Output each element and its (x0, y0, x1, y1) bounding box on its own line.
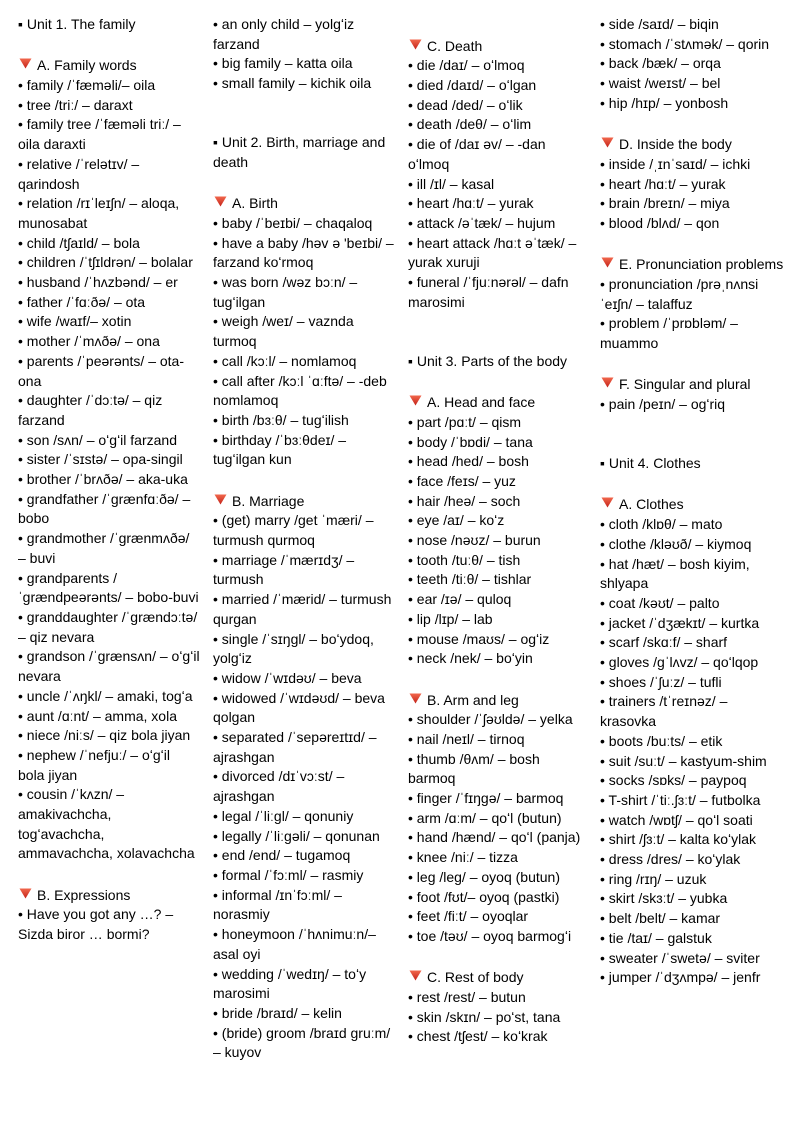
vocab-item: • (get) marry /get ˈmæri/ – turmush qurmoq (213, 512, 374, 549)
unit-heading: ▪ Unit 4. Clothes (600, 455, 701, 472)
vocab-item: • marriage /ˈmærɪdʒ/ – turmush (213, 551, 355, 588)
vocab-item: • heart attack /hɑːt əˈtæk/ – yurak xuruji (408, 234, 577, 271)
vocab-item: • call /kɔːl/ – nomlamoq (213, 352, 357, 369)
vocab-item: • nephew /ˈnefjuː/ – oʻgʻil bola jiyan (18, 746, 170, 783)
vocab-item: • relative /ˈrelətɪv/ – qarindosh (18, 155, 140, 192)
section-heading (600, 375, 786, 395)
section-title: D. Inside the body (619, 136, 732, 153)
vocab-item: • socks /sɒks/ – paypoq (600, 772, 747, 789)
vocab-item: • wife /waɪf/– xotin (18, 313, 132, 330)
vocab-item: • granddaughter /ˈgrændɔːtə/ – qiz nevara (18, 608, 198, 645)
vocab-item: • was born /wəz bɔːn/ – tugʻilgan (213, 274, 358, 310)
vocab-item: • feet /fiːt/ – oyoqlar (408, 908, 529, 925)
section-heading (213, 492, 395, 512)
vocab-item: • birth /bɜːθ/ – tugʻilish (213, 411, 349, 428)
vocab-item: • heart /hɑːt/ – yurak (600, 175, 726, 192)
vocab-item: • small family – kichik oila (213, 75, 372, 92)
vocab-item: • ring /rɪŋ/ – uzuk (600, 870, 707, 887)
vocab-item: • legal /ˈliːgl/ – qonuniy (213, 807, 354, 824)
section-title: A. Clothes (619, 496, 684, 513)
vocab-item: • (bride) groom /braɪd gruːm/ – kuyov (213, 1024, 391, 1061)
vocab-item: • boots /buːts/ – etik (600, 732, 723, 749)
vocab-item: • foot /fʊt/– oyoq (pastki) (408, 888, 560, 905)
vocab-item: • nail /neɪl/ – tirnoq (408, 730, 525, 747)
vocab-item: • head /hed/ – bosh (408, 453, 529, 470)
vocab-item: • family /ˈfæməli/– oila (18, 77, 156, 93)
vocab-item: • tooth /tuːθ/ – tish (408, 551, 521, 568)
vocab-item: • dead /ded/ – oʻlik (408, 96, 523, 113)
vocab-item: • ear /ɪə/ – quloq (408, 591, 512, 608)
vocab-item: • body /ˈbɒdi/ – tana (408, 433, 533, 450)
red-triangle-icon (409, 395, 422, 406)
section-title: A. Birth (232, 195, 278, 212)
vocab-item: • arm /ɑːm/ – qoʻl (butun) (408, 809, 562, 826)
vocab-item: • widowed /ˈwɪdəʊd/ – beva qolgan (213, 689, 385, 726)
vocab-item: • death /deθ/ – oʻlim (408, 116, 532, 133)
vocab-item: • jumper /ˈdʒʌmpə/ – jenfr (600, 969, 761, 986)
vocab-item: • shoulder /ˈʃəʊldə/ – yelka (408, 711, 573, 728)
vocab-item: • pronunciation /prəˌnʌnsiˈeɪʃn/ – talaffuz (600, 275, 759, 312)
vocab-item: • clothe /kləʊð/ – kiymoq (600, 535, 752, 552)
vocab-item: • single /ˈsɪŋgl/ – boʻydoq, yolgʻiz (213, 630, 374, 667)
column-2 (213, 15, 395, 1063)
vocab-item: • skin /skɪn/ – poʻst, tana (408, 1008, 561, 1025)
vocab-item: • gloves /gˈlʌvz/ – qoʻlqop (600, 654, 759, 671)
section-heading (408, 37, 590, 57)
vocab-item: • knee /niː/ – tizza (408, 849, 518, 866)
section-heading (600, 135, 786, 155)
vocab-item: • hat /hæt/ – bosh kiyim, shlyapa (600, 555, 750, 592)
vocab-item: • husband /ˈhʌzbənd/ – er (18, 274, 178, 291)
vocab-item: • cousin /ˈkʌzn/ – amakivachcha, togʻavachcha, ammavachcha, xolavachcha (18, 786, 195, 862)
vocab-item: • die /daɪ/ – oʻlmoq (408, 57, 525, 74)
vocab-item: • sister /ˈsɪstə/ – opa-singil (18, 451, 183, 468)
vocab-item: • jacket /ˈdʒækɪt/ – kurtka (600, 614, 760, 631)
red-triangle-icon (214, 494, 227, 505)
vocab-item: • brain /breɪn/ – miya (600, 195, 730, 212)
vocab-item: • hand /hænd/ – qoʻl (panja) (408, 829, 581, 846)
vocab-item: • nose /nəʊz/ – burun (408, 532, 541, 549)
section-title: C. Death (427, 37, 483, 54)
vocab-item: • cloth /klɒθ/ – mato (600, 516, 723, 533)
vocab-item: • eye /aɪ/ – koʻz (408, 512, 505, 529)
vocab-item: • side /saɪd/ – biqin (600, 16, 719, 32)
vocab-item: • baby /ˈbeɪbi/ – chaqaloq (213, 214, 373, 231)
column-1 (18, 15, 200, 945)
vocab-item: • toe /təʊ/ – oyoq barmogʻi (408, 928, 572, 944)
vocab-item: • leg /leg/ – oyoq (butun) (408, 868, 560, 885)
red-triangle-icon (601, 257, 614, 268)
vocab-item: • back /bæk/ – orqa (600, 55, 721, 72)
section-heading (213, 194, 395, 214)
vocab-item: • grandson /ˈgrænsʌn/ – oʻgʻil nevara (18, 648, 200, 685)
red-triangle-icon (409, 39, 422, 50)
vocab-item: • heart /hɑːt/ – yurak (408, 195, 534, 212)
vocab-item: • teeth /tiːθ/ – tishlar (408, 571, 532, 588)
vocab-item: • attack /əˈtæk/ – hujum (408, 214, 556, 231)
vocab-item: • thumb /θʌm/ – bosh barmoq (408, 750, 540, 787)
vocab-item: • mouse /maʊs/ – ogʻiz (408, 630, 550, 647)
column-3 (408, 15, 590, 1047)
vocab-item: • rest /rest/ – butun (408, 989, 526, 1005)
unit-heading: ▪ Unit 3. Parts of the body (408, 352, 568, 369)
vocab-item: • child /tʃaɪld/ – bola (18, 234, 140, 251)
section-heading (408, 691, 590, 711)
vocab-item: • skirt /skɜːt/ – yubka (600, 890, 728, 907)
vocab-item: • widow /ˈwɪdəʊ/ – beva (213, 669, 362, 686)
vocab-item: • died /daɪd/ – oʻlgan (408, 77, 537, 93)
vocab-item: • ill /ɪl/ – kasal (408, 175, 495, 192)
vocab-item: • hair /heə/ – soch (408, 492, 521, 509)
vocab-item: • stomach /ˈstʌmək/ – qorin (600, 35, 770, 52)
section-title: B. Expressions (37, 886, 131, 903)
vocab-item: • inside /ˌɪnˈsaɪd/ – ichki (600, 155, 751, 172)
section-title: E. Pronunciation problems (619, 256, 784, 273)
red-triangle-icon (409, 970, 422, 981)
vocab-item: • brother /ˈbrʌðə/ – aka-uka (18, 471, 188, 488)
red-triangle-icon (601, 137, 614, 148)
vocab-item: • end /end/ – tugamoq (213, 847, 351, 864)
section-title: C. Rest of body (427, 969, 524, 986)
vocab-item: • problem /ˈprɒbləm/ – muammo (600, 315, 738, 352)
vocab-item: • uncle /ˈʌŋkl/ – amaki, togʻa (18, 687, 193, 704)
vocab-item: • waist /weɪst/ – bel (600, 75, 721, 92)
vocab-item: • children /ˈtʃɪldrən/ – bolalar (18, 254, 193, 271)
vocab-item: • trainers /tˈreɪnəz/ – krasovka (600, 693, 728, 730)
vocab-item: • family tree /ˈfæməli triː/ – oila daraxti (18, 116, 181, 153)
vocab-item: • birthday /ˈbɜːθdeɪ/ – tugʻilgan kun (213, 431, 347, 468)
section-title: B. Arm and leg (427, 691, 519, 708)
vocab-item: • grandfather /ˈgrænfɑːðə/ – bobo (18, 490, 191, 527)
vocab-item: • parents /ˈpeərənts/ – ota-ona (18, 352, 184, 389)
vocab-item: • aunt /ɑːnt/ – amma, xola (18, 707, 177, 724)
vocab-item: • big family – katta oila (213, 55, 353, 72)
section-heading (600, 255, 786, 275)
section-title: F. Singular and plural (619, 376, 751, 393)
vocab-item: • face /feɪs/ – yuz (408, 472, 516, 489)
vocab-item: • mother /ˈmʌðə/ – ona (18, 333, 160, 350)
vocab-item: • shoes /ˈʃuːz/ – tufli (600, 673, 722, 690)
vocab-item: • finger /ˈfɪŋgə/ – barmoq (408, 790, 564, 807)
section-title: A. Family words (37, 57, 137, 74)
vocab-item: • tree /triː/ – daraxt (18, 96, 133, 113)
vocab-item: • blood /blʌd/ – qon (600, 214, 720, 231)
vocab-item: • die of /daɪ əv/ – -dan oʻlmoq (408, 136, 546, 172)
vocab-item: • belt /belt/ – kamar (600, 910, 721, 927)
red-triangle-icon (214, 196, 227, 207)
red-triangle-icon (19, 888, 32, 899)
vocab-item: • call after /kɔːl ˈɑːftə/ – -deb nomlamoq (213, 372, 387, 409)
vocab-item: • have a baby /həv ə 'beɪbi/ – farzand koʻrmoq (213, 234, 394, 271)
vocab-item: • married /ˈmærid/ – turmush qurgan (213, 591, 392, 627)
red-triangle-icon (19, 58, 32, 69)
vocab-item: • father /ˈfɑːðə/ – ota (18, 293, 146, 310)
vocab-item: • shirt /ʃɜːt/ – kalta koʻylak (600, 831, 757, 848)
vocab-item: • wedding /ˈwedɪŋ/ – toʻy marosimi (213, 965, 367, 1002)
vocab-item: • relation /rɪˈleɪʃn/ – aloqa, munosabat (18, 195, 180, 231)
vocab-item: • funeral /ˈfjuːnərəl/ – dafn marosimi (408, 274, 569, 310)
vocab-item: • formal /ˈfɔːml/ – rasmiy (213, 867, 364, 883)
section-heading (18, 56, 200, 76)
section-heading (408, 393, 590, 413)
section-title: B. Marriage (232, 492, 305, 509)
vocab-item: • dress /dres/ – koʻylak (600, 851, 741, 868)
vocab-item: • neck /nek/ – boʻyin (408, 650, 533, 667)
unit-heading: ▪ Unit 2. Birth, marriage and death (213, 134, 386, 170)
vocab-item: • lip /lɪp/ – lab (408, 610, 493, 627)
vocab-item: • grandmother /ˈgrænmʌðə/ – buvi (18, 530, 190, 566)
unit-heading: ▪ Unit 1. The family (18, 16, 136, 32)
vocab-item: • legally /ˈliːgəli/ – qonunan (213, 827, 380, 844)
vocab-item: • coat /kəʊt/ – palto (600, 594, 720, 611)
vocab-item: • son /sʌn/ – oʻgʻil farzand (18, 431, 177, 448)
vocab-item: • Have you got any …? – Sizda biror … bormi? (18, 906, 174, 943)
section-title: A. Head and face (427, 394, 536, 411)
vocab-item: • informal /ɪnˈfɔːml/ – norasmiy (213, 886, 342, 923)
vocab-item: • T-shirt /ˈtiː.ʃɜːt/ – futbolka (600, 791, 761, 808)
vocab-item: • honeymoon /ˈhʌnimuːn/– asal oyi (213, 926, 376, 962)
vocab-item: • suit /suːt/ – kastyum-shim (600, 752, 767, 769)
vocab-item: • tie /taɪ/ – galstuk (600, 929, 712, 946)
section-heading (18, 886, 200, 906)
vocab-item: • weigh /weɪ/ – vaznda turmoq (213, 313, 354, 350)
vocab-item: • divorced /dɪˈvɔːst/ – ajrashgan (213, 768, 345, 805)
section-heading (408, 968, 590, 988)
vocab-item: • hip /hɪp/ – yonbosh (600, 94, 729, 111)
column-4 (600, 15, 786, 988)
vocab-item: • an only child – yolgʻiz farzand (213, 16, 355, 52)
section-heading (600, 495, 786, 515)
vocab-item: • grandparents /ˈgrændpeərənts/ – bobo-buvi (18, 569, 199, 606)
vocab-item: • chest /tʃest/ – koʻkrak (408, 1028, 548, 1045)
vocab-item: • part /pɑːt/ – qism (408, 413, 522, 430)
red-triangle-icon (601, 377, 614, 388)
vocab-item: • watch /wɒtʃ/ – qoʻl soati (600, 811, 753, 828)
red-triangle-icon (409, 693, 422, 704)
vocab-item: • daughter /ˈdɔːtə/ – qiz farzand (18, 392, 163, 428)
vocab-item: • scarf /skɑːf/ – sharf (600, 634, 728, 651)
vocab-item: • pain /peɪn/ – ogʻriq (600, 396, 726, 413)
vocab-item: • sweater /ˈswetə/ – sviter (600, 949, 760, 966)
red-triangle-icon (601, 497, 614, 508)
vocab-item: • separated /ˈsepəreɪtɪd/ – ajrashgan (213, 729, 377, 765)
vocab-item: • bride /braɪd/ – kelin (213, 1004, 342, 1021)
vocab-item: • niece /niːs/ – qiz bola jiyan (18, 727, 191, 744)
